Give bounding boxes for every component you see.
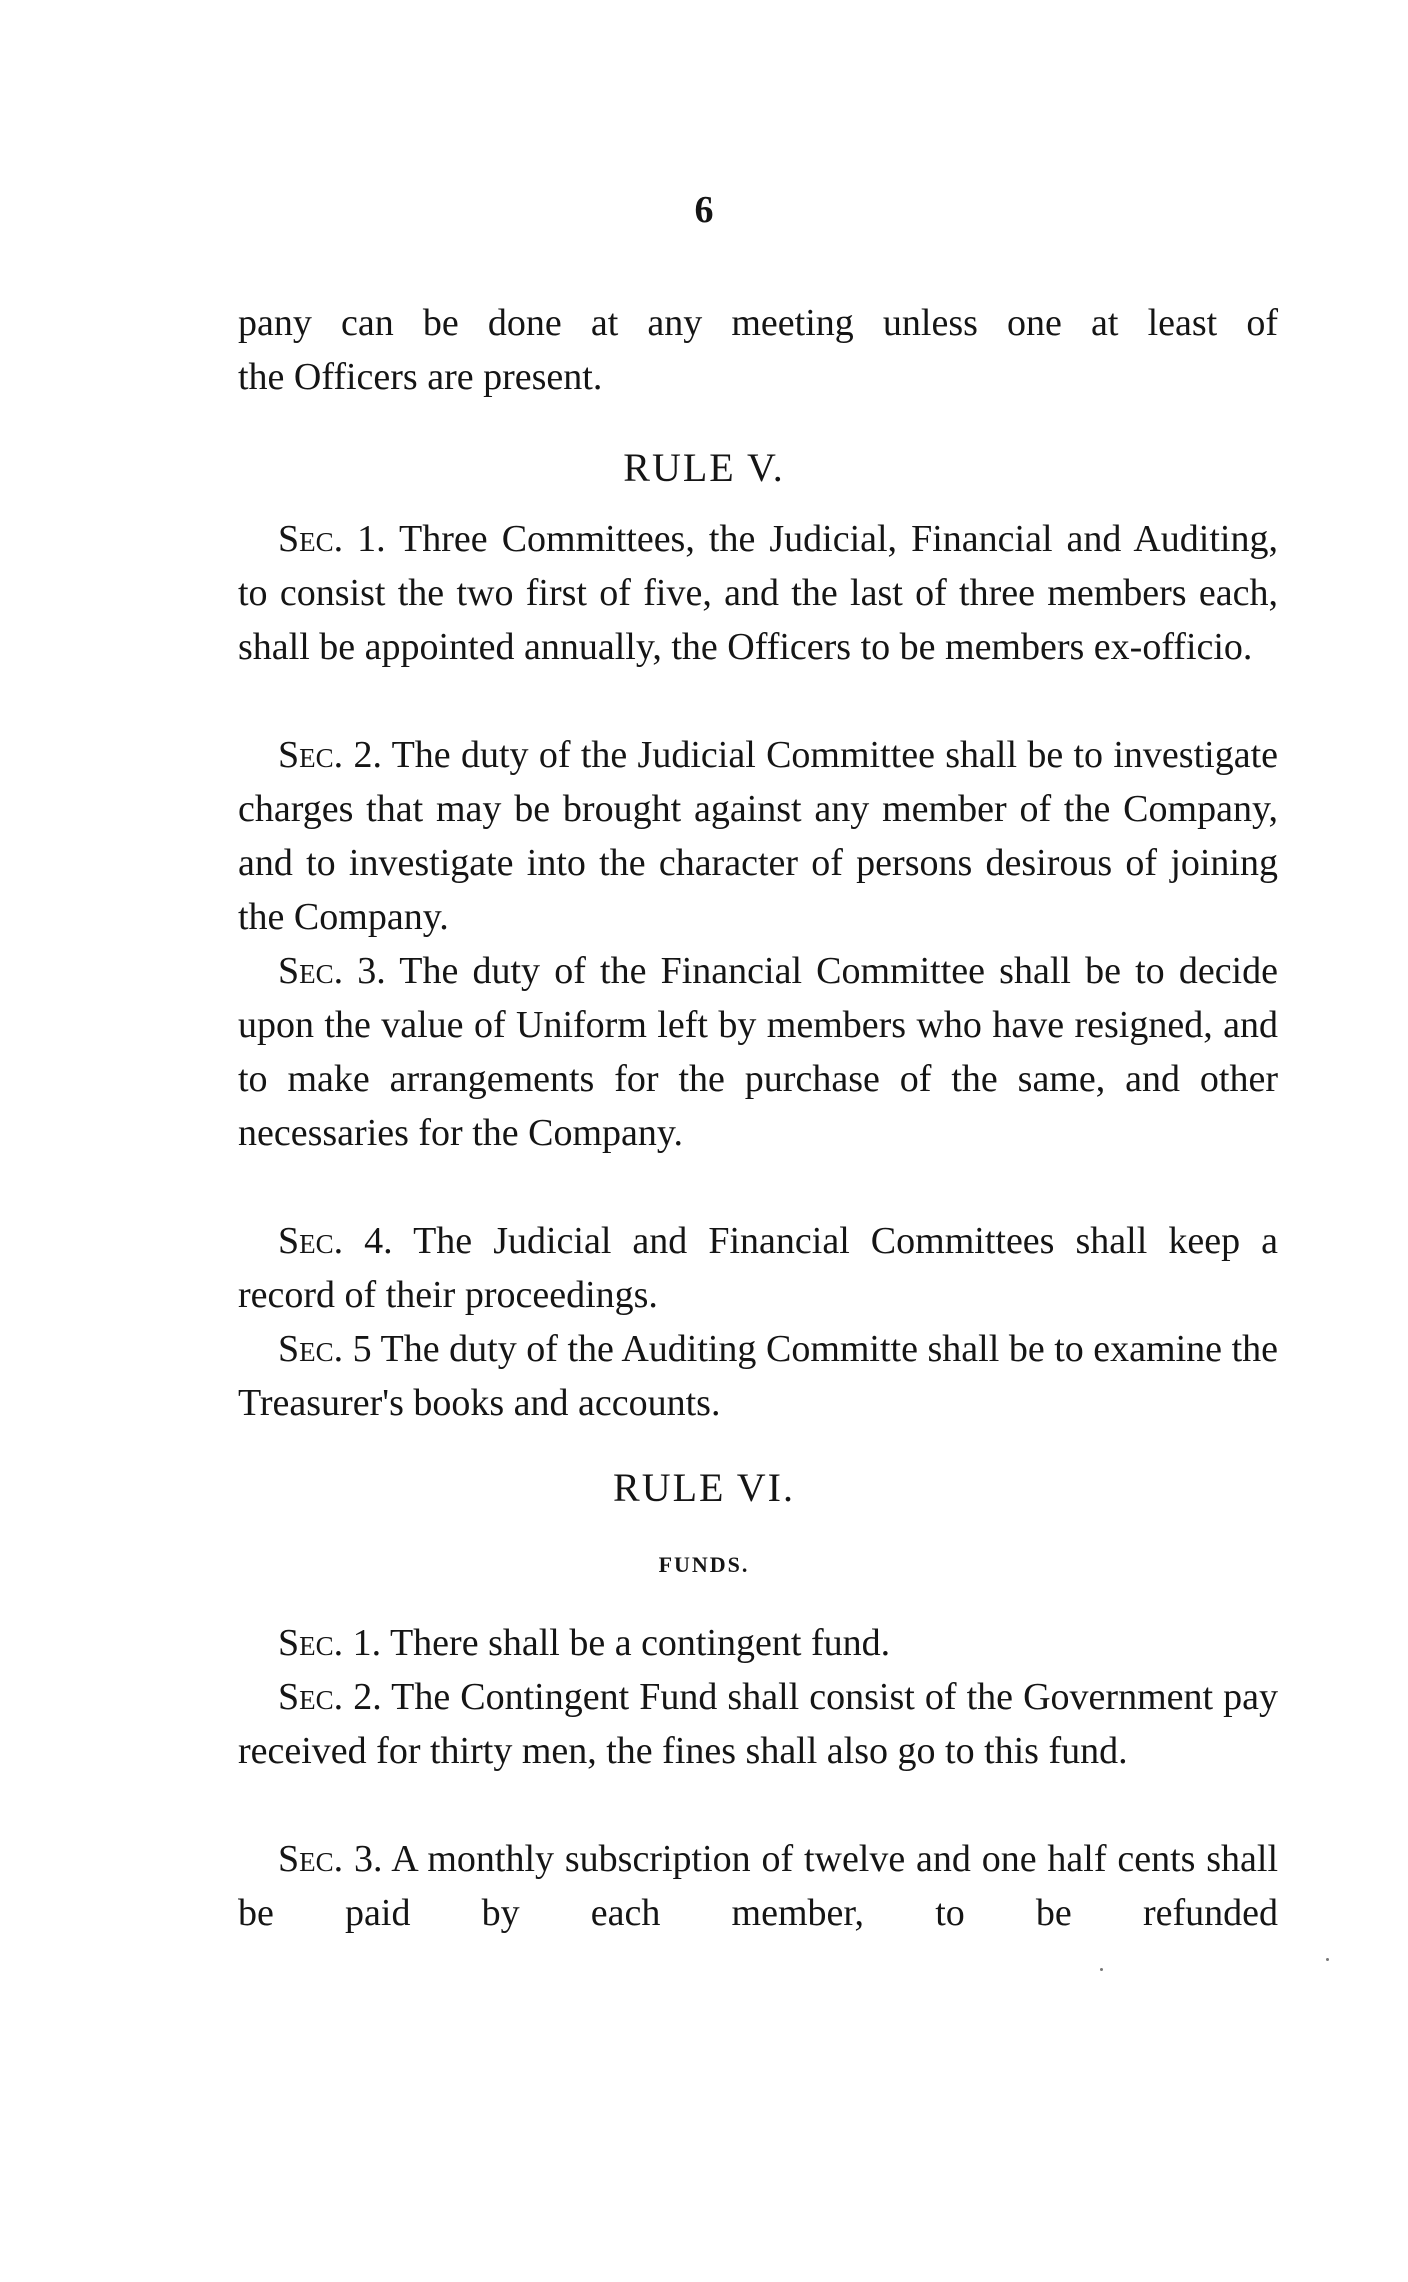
rule-vi-sec-2: [238, 1670, 1278, 1778]
section-label: Sec. 2.: [278, 1676, 382, 1718]
scan-speck: [1326, 1958, 1329, 1961]
section-text: A monthly subscription of twelve and one half cents shall be paid by each member, to be refunded: [238, 1838, 1279, 1934]
section-text: There shall be a contingent fund.: [389, 1622, 891, 1664]
opening-text: [238, 296, 1278, 350]
section-label: Sec. 1.: [278, 1622, 382, 1664]
rule-v-sec-3: [238, 944, 1278, 1160]
page-number: 6: [694, 189, 714, 231]
scan-speck: [1100, 1968, 1103, 1971]
funds-subheading: FUNDS.: [658, 1552, 750, 1577]
section-text: The duty of the Judicial Committee shall be to investigate charges that may be brought against any member of the Company, and to investigate into the character of persons desirous of joining the Company.: [238, 734, 1278, 938]
section-label: Sec. 1.: [278, 518, 386, 560]
section-text: The duty of the Auditing Committe shall be to examine the Treasurer's books and accounts.: [238, 1328, 1278, 1424]
opening-text-end: [238, 350, 1278, 404]
section-label: Sec. 3.: [278, 1838, 383, 1880]
rule-v-sec-1: [238, 512, 1278, 674]
section-text: Three Committees, the Judicial, Financial and Auditing, to consist the two first of five, and the last of three members each, shall be appointed annually, the Officers to be members ex-officio.: [238, 518, 1278, 668]
opening-line-1: pany can be done at any meeting unless one at least of: [238, 302, 1278, 344]
rule-v-heading: RULE V.: [623, 445, 785, 490]
rule-vi-heading: RULE VI.: [613, 1465, 795, 1510]
section-label: Sec. 3.: [278, 950, 386, 992]
rule-v-sec-2: [238, 728, 1278, 944]
rule-v-sec-5: [238, 1322, 1278, 1430]
rule-vi-sec-1: [238, 1616, 1278, 1670]
section-label: Sec. 5: [278, 1328, 372, 1370]
section-text: The Contingent Fund shall consist of the Government pay received for thirty men, the fines shall also go to this fund.: [238, 1676, 1278, 1772]
opening-line-2: the Officers are present.: [238, 356, 603, 398]
rule-v-sec-4: [238, 1214, 1278, 1322]
section-label: Sec. 2.: [278, 734, 382, 776]
section-text: The duty of the Financial Committee shall be to decide upon the value of Uniform left by members who have resigned, and to make arrangements for the purchase of the same, and other necessaries for the Company.: [238, 950, 1278, 1154]
section-text: The Judicial and Financial Committees shall keep a record of their proceedings.: [238, 1220, 1278, 1316]
rule-vi-sec-3: [238, 1832, 1278, 1940]
section-label: Sec. 4.: [278, 1220, 393, 1262]
